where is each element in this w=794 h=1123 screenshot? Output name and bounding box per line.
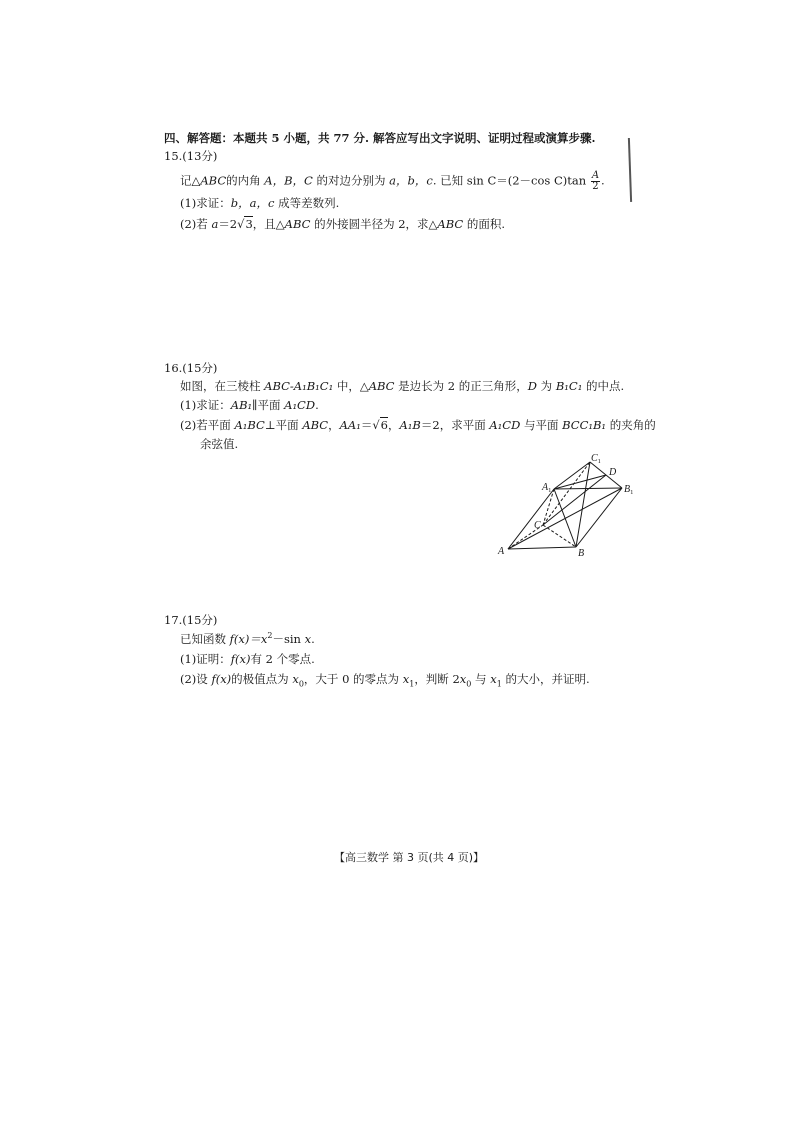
label-c: C — [534, 520, 541, 531]
q15-part1: (1)求证：b，a，c 成等差数列. — [180, 196, 340, 210]
q15-stem: 记△ABC的内角 A，B，C 的对边分别为 a，b，c. 已知 sin C＝(2－cos C)tan $\frac{A}{2}$ . — [180, 170, 605, 192]
segment-bc1 — [576, 462, 590, 547]
label-c1: $C_1$ — [591, 453, 601, 465]
segment-a1d — [554, 475, 606, 489]
segment-a1c — [543, 489, 554, 525]
q17-stem: 已知函数 $f(x)=x^2-\sin$ x. — [180, 631, 315, 646]
label-b: B — [578, 548, 585, 559]
q16-number: 16.(15分) — [164, 361, 218, 375]
q17-part1: (1)证明：f(x)有 2 个零点. — [180, 652, 315, 666]
q17-part2: (2)设 f(x)的极值点为 $x_0$，大于 0 的零点为 $x_1$，判断 $2x_0$ 与 $x_1$ 的大小，并证明. — [180, 672, 590, 689]
label-d: D — [609, 467, 617, 478]
label-b1: $B_1$ — [624, 484, 634, 496]
fraction-a-over-2: $\frac{A}{2}$ — [591, 170, 600, 192]
q16-part2-continued: 余弦值. — [200, 437, 239, 451]
edge-cb — [543, 525, 576, 547]
q17-number: 17.(15分) — [164, 613, 218, 627]
edge-bb1 — [576, 488, 622, 547]
q15-part2: (2)若 a＝2√3，且△ABC 的外接圆半径为 2，求△ABC 的面积. — [180, 217, 505, 231]
edge-ab — [508, 547, 576, 549]
q16-part2: (2)若平面 A₁BC⊥平面 ABC，AA₁＝√6，A₁B＝2，求平面 A₁CD 与平面 BCC₁B₁ 的夹角的 — [180, 418, 656, 432]
q15-number: 15.(13分) — [164, 149, 218, 163]
prism-figure — [496, 448, 646, 560]
q16-part1: (1)求证：AB₁∥平面 A₁CD. — [180, 398, 319, 412]
section-header: 四、解答题：本题共 5 小题，共 77 分. 解答应写出文字说明、证明过程或演算步骤. — [164, 131, 596, 145]
page-footer: 【高三数学 第 3 页(共 4 页)】 — [334, 851, 485, 864]
q16-stem: 如图，在三棱柱 ABC-A₁B₁C₁ 中，△ABC 是边长为 2 的正三角形，D 为 B₁C₁ 的中点. — [180, 379, 625, 393]
label-a1: $A_1$ — [542, 482, 552, 494]
scan-edge-line — [628, 138, 632, 202]
edge-a1c1 — [554, 462, 590, 489]
label-a: A — [498, 546, 505, 557]
